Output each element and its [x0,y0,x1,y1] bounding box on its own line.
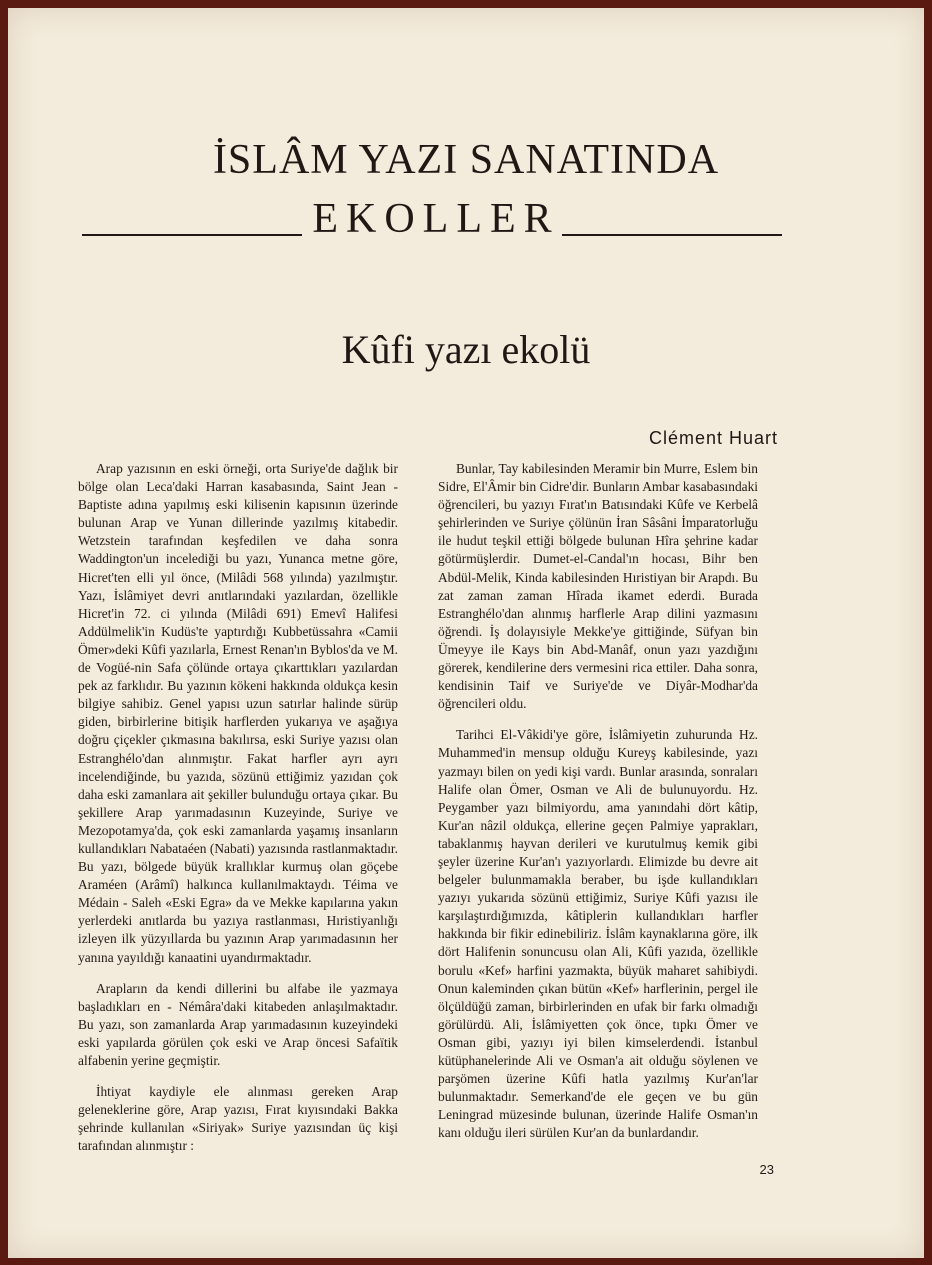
page-number: 23 [759,1162,774,1177]
author-name: Clément Huart [648,428,778,448]
paragraph: Bunlar, Tay kabilesinden Meramir bin Murre, Eslem bin Sidre, El'Âmir bin Cidre'dir. Bunların Ambar kasabasındaki öğrencileri, bu yazıyı Fırat'ın Batısındaki Kûfe ve Kerbelâ şehirlerinden ve Suriye çölünün İran Sâsâni İmparatorluğu ile hudut teşkil ettiği bölgede bulunan Hîra şehrine kadar götürmüşlerdir. Dumet-el-Candal'ın hocası, Bihr ben Abdül-Melik, Kinda kabilesinden Hıristiyan bir Arapdı. Bu zat zaman zaman Hîrada ikamet ederdi. Burada Estranghélo'dan alınmış harflerle Arap dilini yazmasını öğrendi. İş dolayısiyle Mekke'ye gittiğinde, Süfyan bin Ümeyye ile Kays bin Abd-Manâf, onun yazı yazdığını görerek, kendilerine ders vermesini rica ettiler. Daha sonra, kendisinin Taif ve Suriye'de ve Diyâr-Modhar'da öğrencileri oldu. [438,461,758,712]
paragraph: Arap yazısının en eski örneği, orta Suriye'de dağlık bir bölge olan Leca'daki Harran kasabasında, Saint Jean - Baptiste adına yapılmış eski kilisenin kapısının üzerinde bulunan Arap ve Yunan dillerinde yazılmış kitabedir. Wetzstein tarafından keşfedilen ve daha sonra Waddington'un incelediği bu yazı, Yunanca metne göre, Hicret'ten elli yıl önce, (Milâdi 568 yılında) yazılmıştır. Yazı, İslâmiyet devri anıtlarındaki yazılardan, özellikle Hicret'in 72. ci yılında (Milâdi 691) Emevî Halifesi Addülmelik'in Kudüs'te yaptırdığı Kubbetüssahra «Camii Ömer»deki Kûfi yazılarla, Ernest Renan'ın Byblos'da ve M. de Vogüé-nin Safa çölünde ortaya çıkarttıkları yazılardan pek az farklıdır. Bu yazının kökeni hakkında oldukça kesin bilgiye sahibiz. Genel yapısı uzun satırlar halinde sürüp giden, birbirlerine bitişik harflerden yukarıya ve aşağıya doğru çiçekler çıkmasına bakılırsa, eski Suriye yazısı olan Estranghélo'dan alınmıştır. Fakat harfler ayrı ayrı incelendiğinde, bu yazıda, sözünü ettiğimiz yazıdan çok daha eski zamanlara ait şekiller bulunduğu ortaya çıkar. Bu şekillere Arap yarımadasının Kuzeyinde, Suriye ve Mezopotamya'da, çok eski zamanlarda yaşamış insanların kullandıkları Nabataéen (Nabati) yazısında rastlanmaktadır. Bu yazı, bölgede büyük krallıklar kurmuş olan göçebe Araméen (Arâmî) halkınca kullanılmaktaydı. Téima ve Médain - Saleh «Eski Egra» da ve Mekke kapılarına yakın yerlerdeki anıtlarda bu yazıya rastlanması, Hıristiyanlığı izleyen ilk yüzyıllarda bu yazının Arap yarımadasının her yanına yayıldığı kanaatini uyandırmaktadır. [78,461,398,965]
paragraph: Arapların da kendi dillerini bu alfabe ile yazmaya başladıkları en - Némâra'daki kitabeden anlaşılmaktadır. Bu yazı, son zamanlarda Arap yarımadasının kuzeyindeki eski yapılarda görülen çok eski ve Arap öncesi Safaïtik alfabenin yerine geçmiştir. [78,980,398,1068]
text-column-right [438,460,758,1155]
page-title-line2-row [82,196,782,242]
page-title-line2: EKOLLER [312,196,560,242]
title-rule-left [82,234,302,236]
book-page [8,8,924,1258]
paragraph: İhtiyat kaydiyle ele alınması gereken Arap geleneklerine göre, Arap yazısı, Fırat kıyısındaki Bakka şehrinde kullanılan «Siriyak» Suriye yazısından üç kişi tarafından alınmıştır : [78,1084,398,1154]
page-title-line1: İSLÂM YAZI SANATINDA [212,137,720,183]
section-subtitle: Kûfi yazı ekolü [341,327,591,372]
text-column-left [78,460,398,1168]
title-rule-right [562,234,782,236]
paragraph: Tarihci El-Vâkidi'ye göre, İslâmiyetin zuhurunda Hz. Muhammed'in mensup olduğu Kureyş kabilesinde, yazı yazmayı bilen on yedi kişi vardı. Bunlar arasında, sonraları Halife olan Ömer, Osman ve Ali de bulunuyordu. Hz. Peygamber yazı bilmiyordu, ama yanındahi dört kâtip, Kur'an nâzil oldukça, ellerine geçen Palmiye yaprakları, tabaklanmış hayvan derileri ve kurutulmuş kemik gibi şeyler üzerine Kur'an'ı yazıyorlardı. Elimizde bu devre ait belgeler bulunmamakla beraber, bu işde kullandıkları yazıyı yukarıda sözünü ettiğimiz, Suriye Kûfi yazısı ile karşılaştırdığımızda, kâtiplerin kullandıkları harfler hakkında bir fikir edinebiliriz. İslâm kaynaklarına göre, ilk dört Halifenin sonuncusu olan Ali, Kûfi yazıda, özellikle borulu «Kef» harfini yazmakta, büyük maharet sahibiydi. Onun kaleminden çıkan bütün «Kef» harflerinin, pergel ile ölçüldüğü zaman, birbirlerinden en ufak bir farkı olmadığı görülürdü. Ali, İslâmiyetten çok önce, tıpkı Ömer ve Osman gibi, yazıyı iyi bilen kimselerdendi. İstanbul kütüphanelerinde Ali ve Osman'a ait olduğu söylenen ve parşömen üzerine Kûfi hatla yazılmış Kur'an'lar bulunmaktadır. Semerkand'de ele geçen ve bu gün Leningrad müzesinde bulunan, üzerinde Halife Osman'ın kanı olduğu ileri sürülen Kur'an da bunlardandır. [438,727,758,1141]
